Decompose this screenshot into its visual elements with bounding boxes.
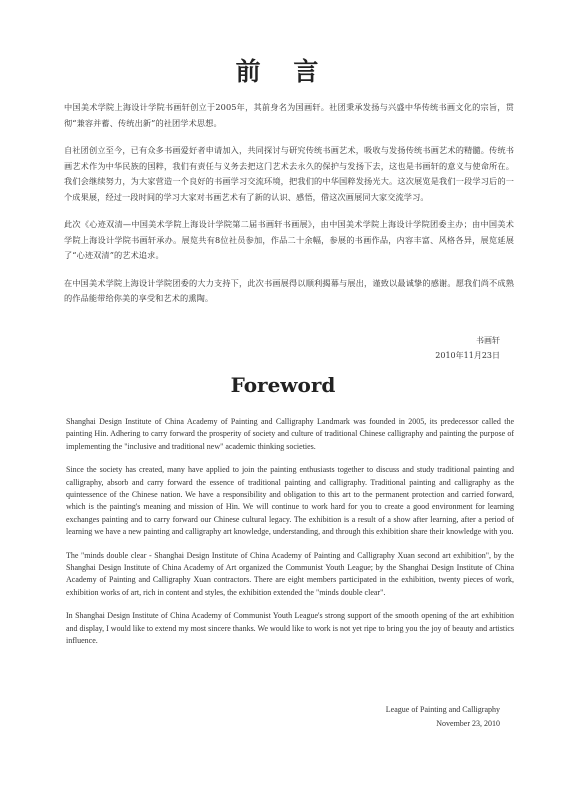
chinese-paragraph-4: 在中国美术学院上海设计学院团委的大力支持下，此次书画展得以顺利揭幕与展出，谨致以最诚挚的感谢。愿我们尚不成熟的作品能带给你美的享受和艺术的熏陶。 (64, 277, 514, 303)
english-paragraph-4: In Shanghai Design Institute of China Academy of Communist Youth League's strong support of the smooth opening of the art exhibition and display, I would like to extend my most sincere thanks. We would like to work is not yet ripe to bring you the joy of beauty and artistics influence. (66, 611, 514, 646)
chinese-date: 2010年11月23日 (435, 351, 500, 360)
chinese-paragraph-2: 自社团创立至今，已有众多书画爱好者申请加入，共同探讨与研究传统书画艺术，吸收与发扬传统书画艺术的精髓。传统书画艺术作为中华民族的国粹，我们有责任与义务去把这门艺术去永久的保护与发扬下去，这也是书画轩的意义与使命所在。我们会继续努力，为大家营造一个良好的书画学习交流环境，把我们的中华国粹发扬光大。这次展览是我们一段学习后的一个成果展，经过一段时间的学习大家对书画艺术有了新的认识、感悟，借这次画展同大家交流学习。 (64, 145, 514, 202)
chinese-signature: 书画轩 (476, 336, 500, 345)
english-signature: League of Painting and Calligraphy (385, 705, 500, 714)
chinese-paragraph-1: 中国美术学院上海设计学院书画轩创立于2005年，其前身名为国画轩。社团秉承发扬与兴盛中华传统书画文化的宗旨，贯彻“兼容并蓄、传统出新”的社团学术思想。 (64, 102, 514, 128)
chinese-body (64, 100, 514, 319)
english-paragraph-1: Shanghai Design Institute of China Academy of Painting and Calligraphy Landmark was founded in 2005, its predecessor called the painting Hin. Adhering to carry forward the prosperity of society and culture of traditional Chinese calligraphy and painting the purpose of implementing the "inclusive and traditional new" academic thinking societies. (66, 417, 514, 451)
chinese-paragraph-3: 此次《心迹双清—中国美术学院上海设计学院第二届书画轩书画展》，由中国美术学院上海设计学院团委主办；由中国美术学院上海设计学院书画轩承办。展览共有8位社员参加，作品二十余幅，参展的书画作品，内容丰富、风格各异，展览延展了“心迹双清”的艺术追求。 (64, 219, 514, 260)
chinese-title: 前 言 (235, 57, 331, 86)
english-signature-block (386, 703, 500, 731)
english-title: Foreword (230, 373, 336, 397)
english-date: November 23, 2010 (436, 719, 500, 728)
english-body (66, 416, 514, 659)
english-paragraph-3: The "minds double clear - Shanghai Design Institute of China Academy of Painting and Calligraphy Xuan second art exhibition", by the Shanghai Design Institute of China Academy of Art organized the Communist Youth League; by the Shanghai Design Institute of China Academy of Painting and Calligraphy Xuan contractors. There are eight members participated in the exhibition, twenty pieces of work, exhibition works of art, rich in content and styles, the exhibition extended the "minds double clear". (66, 550, 514, 597)
chinese-signature-block (435, 333, 500, 363)
english-paragraph-2: Since the society has created, many have applied to join the painting enthusiasts together to discuss and study traditional painting and calligraphy, absorb and carry forward the essence of traditional painting and calligraphy. Traditional painting and calligraphy as the quintessence of the Chinese nation. We have a responsibility and obligation to this art to the permanent protection and carried forward, which is the painting's meaning and mission of Hin. We will continue to work hard for you to create a good environment for learning exchanges painting and to carry forward our Chinese cultural legacy. The exhibition is a result of a show after learning, after a period of learning we have a new painting and calligraphy art knowledge, understanding, and through this exhibition share their knowledge with you. (66, 465, 514, 537)
